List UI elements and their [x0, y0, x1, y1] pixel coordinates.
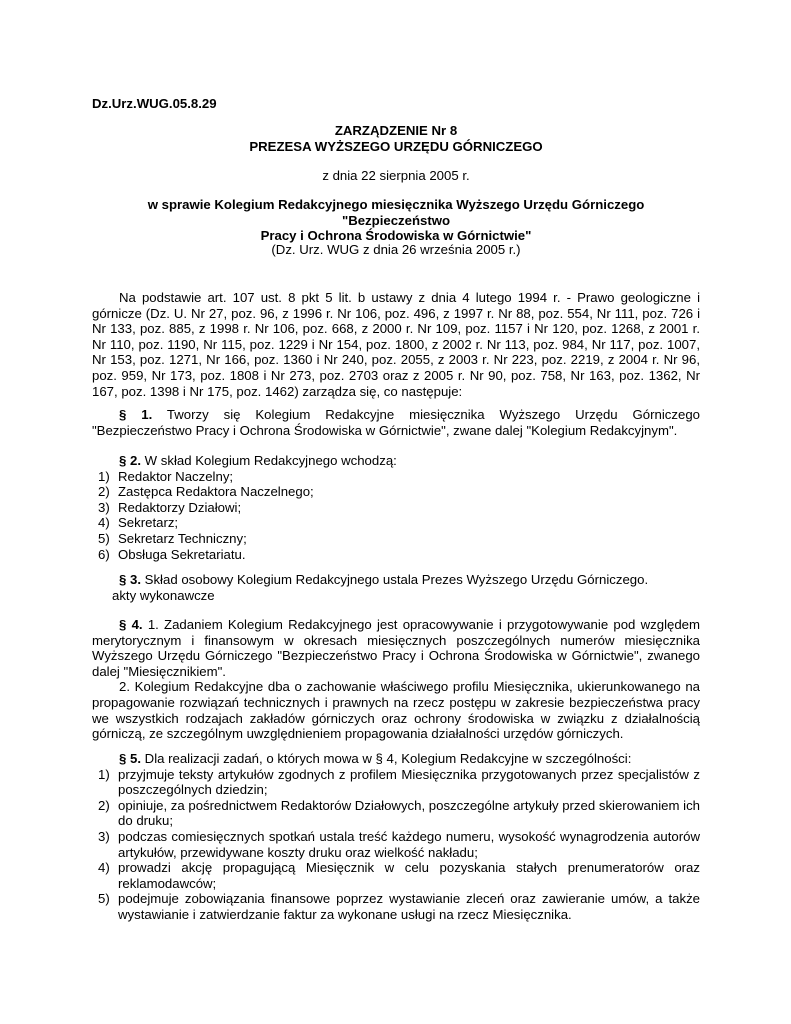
list-item-text: przyjmuje teksty artykułów zgodnych z profilem Miesięcznika przygotowanych przez specjalistów z poszczególnych dziedzin; — [118, 766, 700, 798]
section-2-label: § 2. — [119, 453, 141, 468]
list-item-number: 2) — [98, 797, 110, 813]
list-item — [92, 469, 700, 485]
document-reference: Dz.Urz.WUG.05.8.29 — [92, 96, 217, 111]
list-item-number: 3) — [98, 828, 110, 844]
section-4-paragraph-1 — [92, 617, 700, 679]
document-subject — [92, 197, 700, 244]
list-item — [92, 547, 700, 563]
title-line-2: PREZESA WYŻSZEGO URZĘDU GÓRNICZEGO — [249, 138, 543, 154]
list-item — [92, 767, 700, 798]
list-item — [92, 500, 700, 516]
list-item-number: 3) — [98, 499, 110, 515]
list-item-text: Sekretarz; — [118, 515, 179, 531]
implementing-acts-note: akty wykonawcze — [112, 587, 215, 603]
list-item-text: Redaktor Naczelny; — [118, 468, 234, 484]
section-2 — [92, 453, 700, 562]
title-line-1: ZARZĄDZENIE Nr 8 — [334, 123, 458, 138]
section-4-text-1: 1. Zadaniem Kolegium Redakcyjnego jest opracowywanie i przygotowywanie pod względem merytorycznym i finansowym w okresach miesięcznych poszczególnych numerów miesięcznika Wyższego Urzędu Górniczego "Bezpieczeństwo Pracy i Ochrona Środowiska w Górnictwie", zwanego dalej "Miesięcznikiem". — [92, 617, 700, 679]
section-3-text: Skład osobowy Kolegium Redakcyjnego ustala Prezes Wyższego Urzędu Górniczego. — [141, 572, 649, 587]
section-3-text-line — [92, 572, 700, 588]
list-item-number: 1) — [98, 766, 110, 782]
section-2-list — [92, 469, 700, 563]
section-1-label: § 1. — [119, 407, 153, 422]
list-item-text: prowadzi akcję propagującą Miesięcznik w celu pozyskania stałych prenumeratorów oraz reklamodawców; — [118, 860, 700, 891]
section-5 — [92, 751, 700, 923]
list-item — [92, 484, 700, 500]
list-item-number: 1) — [98, 468, 110, 484]
section-4-paragraph-2: 2. Kolegium Redakcyjne dba o zachowanie właściwego profilu Miesięcznika, ukierunkowanego na propagowanie rozwiązań technicznych i prawnych na rzecz postępu w zakresie bezpieczeństwa pracy we wszystkich rodzajach zakładów górniczych oraz ochrony środowiska w związku z działalnością górniczą, ze szczególnym uwzględnieniem propagowania działalności urzędów górniczych. — [92, 679, 700, 742]
list-item — [92, 829, 700, 860]
section-5-label: § 5. — [119, 751, 141, 766]
section-1 — [92, 407, 700, 438]
section-5-intro — [92, 751, 700, 767]
list-item — [92, 531, 700, 547]
list-item-number: 5) — [98, 530, 110, 546]
list-item-text: podczas comiesięcznych spotkań ustala treść każdego numeru, wysokość wynagrodzenia autorów artykułów, przewidywane koszty druku oraz wielkość nakładu; — [118, 828, 700, 860]
list-item-number: 5) — [98, 891, 110, 907]
section-1-text: Tworzy się Kolegium Redakcyjne miesięcznika Wyższego Urzędu Górniczego "Bezpieczeństwo Pracy i Ochrona Środowiska w Górnictwie", zwane dalej "Kolegium Redakcyjnym". — [92, 407, 700, 438]
list-item-text: opiniuje, za pośrednictwem Redaktorów Działowych, poszczególne artykuły przed skierowaniem ich do druku; — [118, 797, 700, 829]
subject-line-2: Pracy i Ochrona Środowiska w Górnictwie" — [260, 228, 532, 244]
list-item — [92, 860, 700, 891]
list-item — [92, 515, 700, 531]
publication-note: (Dz. Urz. WUG z dnia 26 września 2005 r.) — [271, 242, 521, 257]
list-item-text: Sekretarz Techniczny; — [118, 530, 247, 546]
section-2-text: W skład Kolegium Redakcyjnego wchodzą: — [141, 453, 397, 468]
preamble: Na podstawie art. 107 ust. 8 pkt 5 lit. b ustawy z dnia 4 lutego 1994 r. - Prawo geologiczne i górnicze (Dz. U. Nr 27, poz. 96, z 1996 r. Nr 106, poz. 496, z 1997 r. Nr 88, poz. 554, Nr 111, poz. 726 i Nr 133, poz. 885, z 1998 r. Nr 106, poz. 668, z 2000 r. Nr 109, poz. 1157 i Nr 120, poz. 1268, z 2001 r. Nr 110, poz. 1190, Nr 115, poz. 1229 i Nr 154, poz. 1800, z 2002 r. Nr 113, poz. 984, Nr 117, poz. 1007, Nr 153, poz. 1271, Nr 166, poz. 1360 i Nr 240, poz. 2055, z 2003 r. Nr 223, poz. 2219, z 2004 r. Nr 96, poz. 959, Nr 173, poz. 1808 i Nr 273, poz. 2703 oraz z 2005 r. Nr 90, poz. 758, Nr 163, poz. 1362, Nr 167, poz. 1398 i Nr 175, poz. 1462) zarządza się, co następuje: — [92, 290, 700, 399]
document-title — [92, 123, 700, 154]
list-item-text: Zastępca Redaktora Naczelnego; — [118, 484, 314, 500]
list-item-number: 2) — [98, 484, 110, 500]
list-item — [92, 891, 700, 922]
section-4 — [92, 617, 700, 742]
list-item-number: 4) — [98, 860, 110, 876]
section-5-text: Dla realizacji zadań, o których mowa w § 4, Kolegium Redakcyjne w szczególności: — [141, 751, 632, 766]
list-item-number: 4) — [98, 515, 110, 531]
list-item-text: Obsługa Sekretariatu. — [118, 546, 246, 562]
section-5-list — [92, 767, 700, 923]
section-4-label: § 4. — [119, 617, 143, 632]
section-3 — [92, 572, 700, 603]
list-item-text: Redaktorzy Działowi; — [118, 499, 242, 515]
list-item — [92, 798, 700, 829]
list-item-number: 6) — [98, 546, 110, 562]
document-date: z dnia 22 sierpnia 2005 r. — [322, 168, 470, 183]
list-item-text: podejmuje zobowiązania finansowe poprzez wystawianie zleceń oraz zawieranie umów, a także wystawianie i zatwierdzanie faktur za wykonane usługi na rzecz Miesięcznika. — [118, 891, 700, 922]
section-2-intro — [92, 453, 700, 469]
section-3-label: § 3. — [119, 572, 141, 587]
subject-line-1: w sprawie Kolegium Redakcyjnego miesięcznika Wyższego Urzędu Górniczego "Bezpieczeństwo — [147, 197, 645, 228]
